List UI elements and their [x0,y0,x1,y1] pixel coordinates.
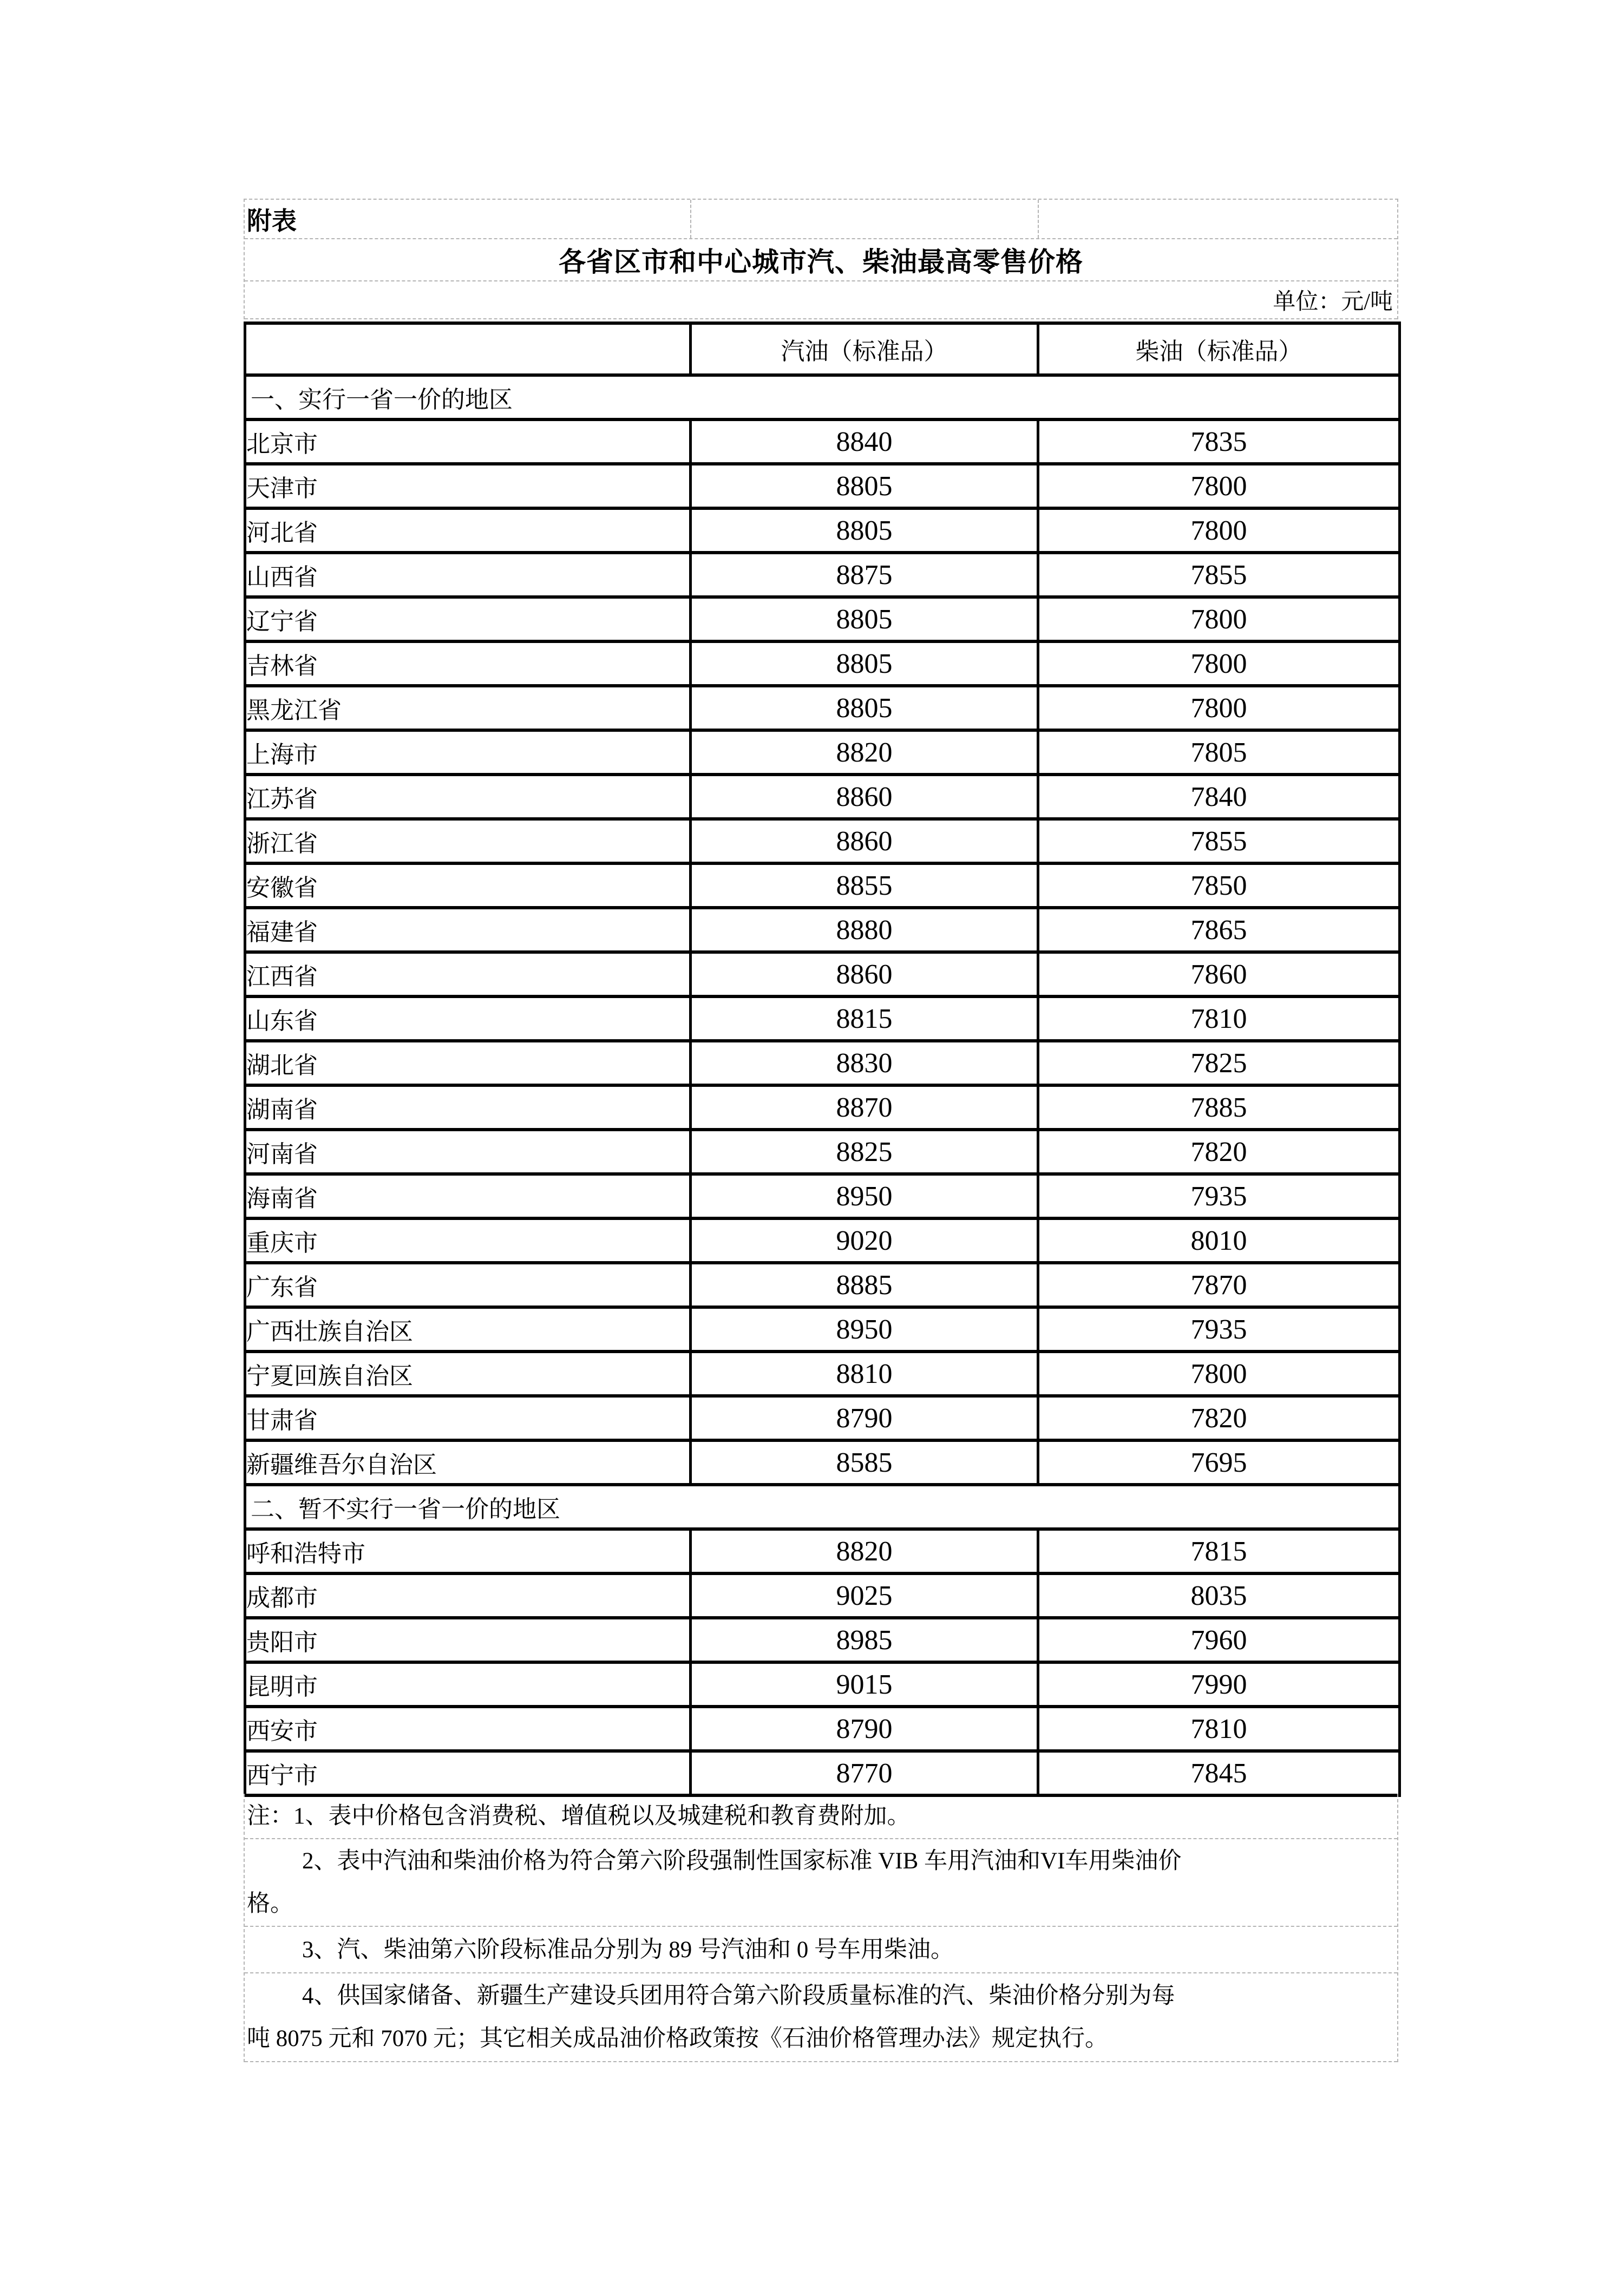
section-heading-row [245,375,1400,419]
region-name: 上海市 [245,730,691,775]
region-name: 新疆维吾尔自治区 [245,1440,691,1485]
table-row [245,1307,1400,1352]
table-row [245,597,1400,641]
table-row [245,686,1400,730]
diesel-price: 7810 [1038,996,1400,1041]
gasoline-price: 8830 [691,1041,1038,1085]
gasoline-price: 8860 [691,952,1038,996]
gasoline-price: 8870 [691,1085,1038,1130]
region-name: 贵阳市 [245,1618,691,1662]
table-row [245,863,1400,908]
gasoline-price: 8885 [691,1263,1038,1307]
region-name: 吉林省 [245,641,691,686]
table-row [245,1707,1400,1751]
diesel-price: 8010 [1038,1218,1400,1263]
diesel-price: 7855 [1038,819,1400,863]
region-name: 呼和浩特市 [245,1529,691,1573]
table-row [245,508,1400,553]
diesel-price: 7960 [1038,1618,1400,1662]
gasoline-price: 8805 [691,464,1038,508]
unit-label: 单位：元/吨 [1273,290,1393,314]
region-name: 安徽省 [245,863,691,908]
region-name: 河北省 [245,508,691,553]
region-name: 广东省 [245,1263,691,1307]
diesel-price: 7800 [1038,686,1400,730]
table-row [245,1573,1400,1618]
diesel-price: 7935 [1038,1174,1400,1218]
gasoline-price: 8825 [691,1130,1038,1174]
table-row [245,1174,1400,1218]
table-row [245,730,1400,775]
diesel-price: 7800 [1038,597,1400,641]
header-diesel-cell: 柴油（标准品） [1038,323,1400,375]
gasoline-price: 8805 [691,686,1038,730]
diesel-price: 7820 [1038,1396,1400,1440]
gasoline-price: 8875 [691,553,1038,597]
table-row [245,1440,1400,1485]
region-name: 山东省 [245,996,691,1041]
table-row [245,1618,1400,1662]
table-row [245,1085,1400,1130]
gasoline-price: 8805 [691,641,1038,686]
gasoline-price: 8820 [691,730,1038,775]
table-row [245,419,1400,464]
section-1-heading: 一、实行一省一价的地区 [245,375,1400,419]
region-name: 北京市 [245,419,691,464]
table-row [245,641,1400,686]
price-table [244,322,1401,1797]
table-row [245,1263,1400,1307]
note-line: 注：1、表中价格包含消费税、增值税以及城建税和教育费附加。 [247,1803,911,1829]
region-name: 昆明市 [245,1662,691,1707]
region-name: 天津市 [245,464,691,508]
note-3 [245,1927,1397,1973]
diesel-price: 7835 [1038,419,1400,464]
table-row [245,464,1400,508]
section-2-heading: 二、暂不实行一省一价的地区 [245,1485,1400,1529]
note-4 [245,1973,1397,2062]
region-name: 山西省 [245,553,691,597]
region-name: 浙江省 [245,819,691,863]
diesel-price: 7860 [1038,952,1400,996]
table-row [245,1751,1400,1795]
notes-block [244,1794,1398,2062]
table-row [245,553,1400,597]
gasoline-price: 8790 [691,1707,1038,1751]
diesel-price: 7805 [1038,730,1400,775]
region-name: 江西省 [245,952,691,996]
gasoline-price: 8820 [691,1529,1038,1573]
region-name: 西安市 [245,1707,691,1751]
gasoline-price: 8950 [691,1307,1038,1352]
gasoline-price: 8805 [691,508,1038,553]
table-row [245,819,1400,863]
gasoline-price: 8790 [691,1396,1038,1440]
table-row [245,1352,1400,1396]
diesel-price: 7870 [1038,1263,1400,1307]
diesel-price: 7815 [1038,1529,1400,1573]
table-row [245,908,1400,952]
table-row [245,775,1400,819]
table-row [245,1396,1400,1440]
diesel-price: 7850 [1038,863,1400,908]
diesel-price: 7810 [1038,1707,1400,1751]
attachment-label: 附表 [247,206,297,235]
table-row [245,1218,1400,1263]
region-name: 宁夏回族自治区 [245,1352,691,1396]
diesel-price: 7800 [1038,464,1400,508]
region-name: 海南省 [245,1174,691,1218]
note-line: 2、表中汽油和柴油价格为符合第六阶段强制性国家标准 VIB 车用汽油和VI车用柴油价 [302,1848,1182,1874]
gasoline-price: 8855 [691,863,1038,908]
section-heading-row [245,1485,1400,1529]
gasoline-price: 8585 [691,1440,1038,1485]
table-header-row [245,323,1400,375]
gasoline-price: 8985 [691,1618,1038,1662]
note-2 [245,1839,1397,1927]
gasoline-price: 8840 [691,419,1038,464]
region-name: 甘肃省 [245,1396,691,1440]
note-line: 吨 8075 元和 7070 元；其它相关成品油价格政策按《石油价格管理办法》规定执行。 [247,2026,1108,2051]
empty-cell [1039,200,1397,238]
diesel-price: 7855 [1038,553,1400,597]
empty-cell [690,200,1039,238]
gasoline-price: 8950 [691,1174,1038,1218]
region-name: 重庆市 [245,1218,691,1263]
region-name: 广西壮族自治区 [245,1307,691,1352]
note-line: 格。 [247,1891,293,1917]
diesel-price: 7800 [1038,1352,1400,1396]
table-row [245,1662,1400,1707]
note-1 [245,1794,1397,1839]
region-name: 成都市 [245,1573,691,1618]
note-line: 3、汽、柴油第六阶段标准品分别为 89 号汽油和 0 号车用柴油。 [302,1937,954,1963]
gasoline-price: 8805 [691,597,1038,641]
region-name: 湖南省 [245,1085,691,1130]
diesel-price: 8035 [1038,1573,1400,1618]
diesel-price: 7865 [1038,908,1400,952]
diesel-price: 7820 [1038,1130,1400,1174]
diesel-price: 7840 [1038,775,1400,819]
gasoline-price: 9025 [691,1573,1038,1618]
region-name: 西宁市 [245,1751,691,1795]
table-row [245,952,1400,996]
diesel-price: 7800 [1038,508,1400,553]
table-row [245,1041,1400,1085]
unit-row [245,281,1397,319]
region-name: 黑龙江省 [245,686,691,730]
gasoline-price: 8770 [691,1751,1038,1795]
gasoline-price: 8860 [691,819,1038,863]
note-line: 4、供国家储备、新疆生产建设兵团用符合第六阶段质量标准的汽、柴油价格分别为每 [302,1983,1175,2009]
region-name: 湖北省 [245,1041,691,1085]
title-row [245,239,1397,281]
diesel-price: 7990 [1038,1662,1400,1707]
gasoline-price: 8860 [691,775,1038,819]
region-name: 河南省 [245,1130,691,1174]
region-name: 福建省 [245,908,691,952]
header-region-cell [245,323,691,375]
page-title: 各省区市和中心城市汽、柴油最高零售价格 [559,247,1083,277]
diesel-price: 7695 [1038,1440,1400,1485]
table-row [245,1130,1400,1174]
region-name: 江苏省 [245,775,691,819]
diesel-price: 7935 [1038,1307,1400,1352]
gasoline-price: 9020 [691,1218,1038,1263]
gasoline-price: 8880 [691,908,1038,952]
gasoline-price: 9015 [691,1662,1038,1707]
attachment-row [245,200,1397,239]
table-row [245,996,1400,1041]
gasoline-price: 8815 [691,996,1038,1041]
diesel-price: 7885 [1038,1085,1400,1130]
diesel-price: 7845 [1038,1751,1400,1795]
gasoline-price: 8810 [691,1352,1038,1396]
region-name: 辽宁省 [245,597,691,641]
top-grid [244,199,1398,319]
attachment-cell [245,200,690,238]
diesel-price: 7800 [1038,641,1400,686]
header-gasoline-cell: 汽油（标准品） [691,323,1038,375]
diesel-price: 7825 [1038,1041,1400,1085]
table-row [245,1529,1400,1573]
